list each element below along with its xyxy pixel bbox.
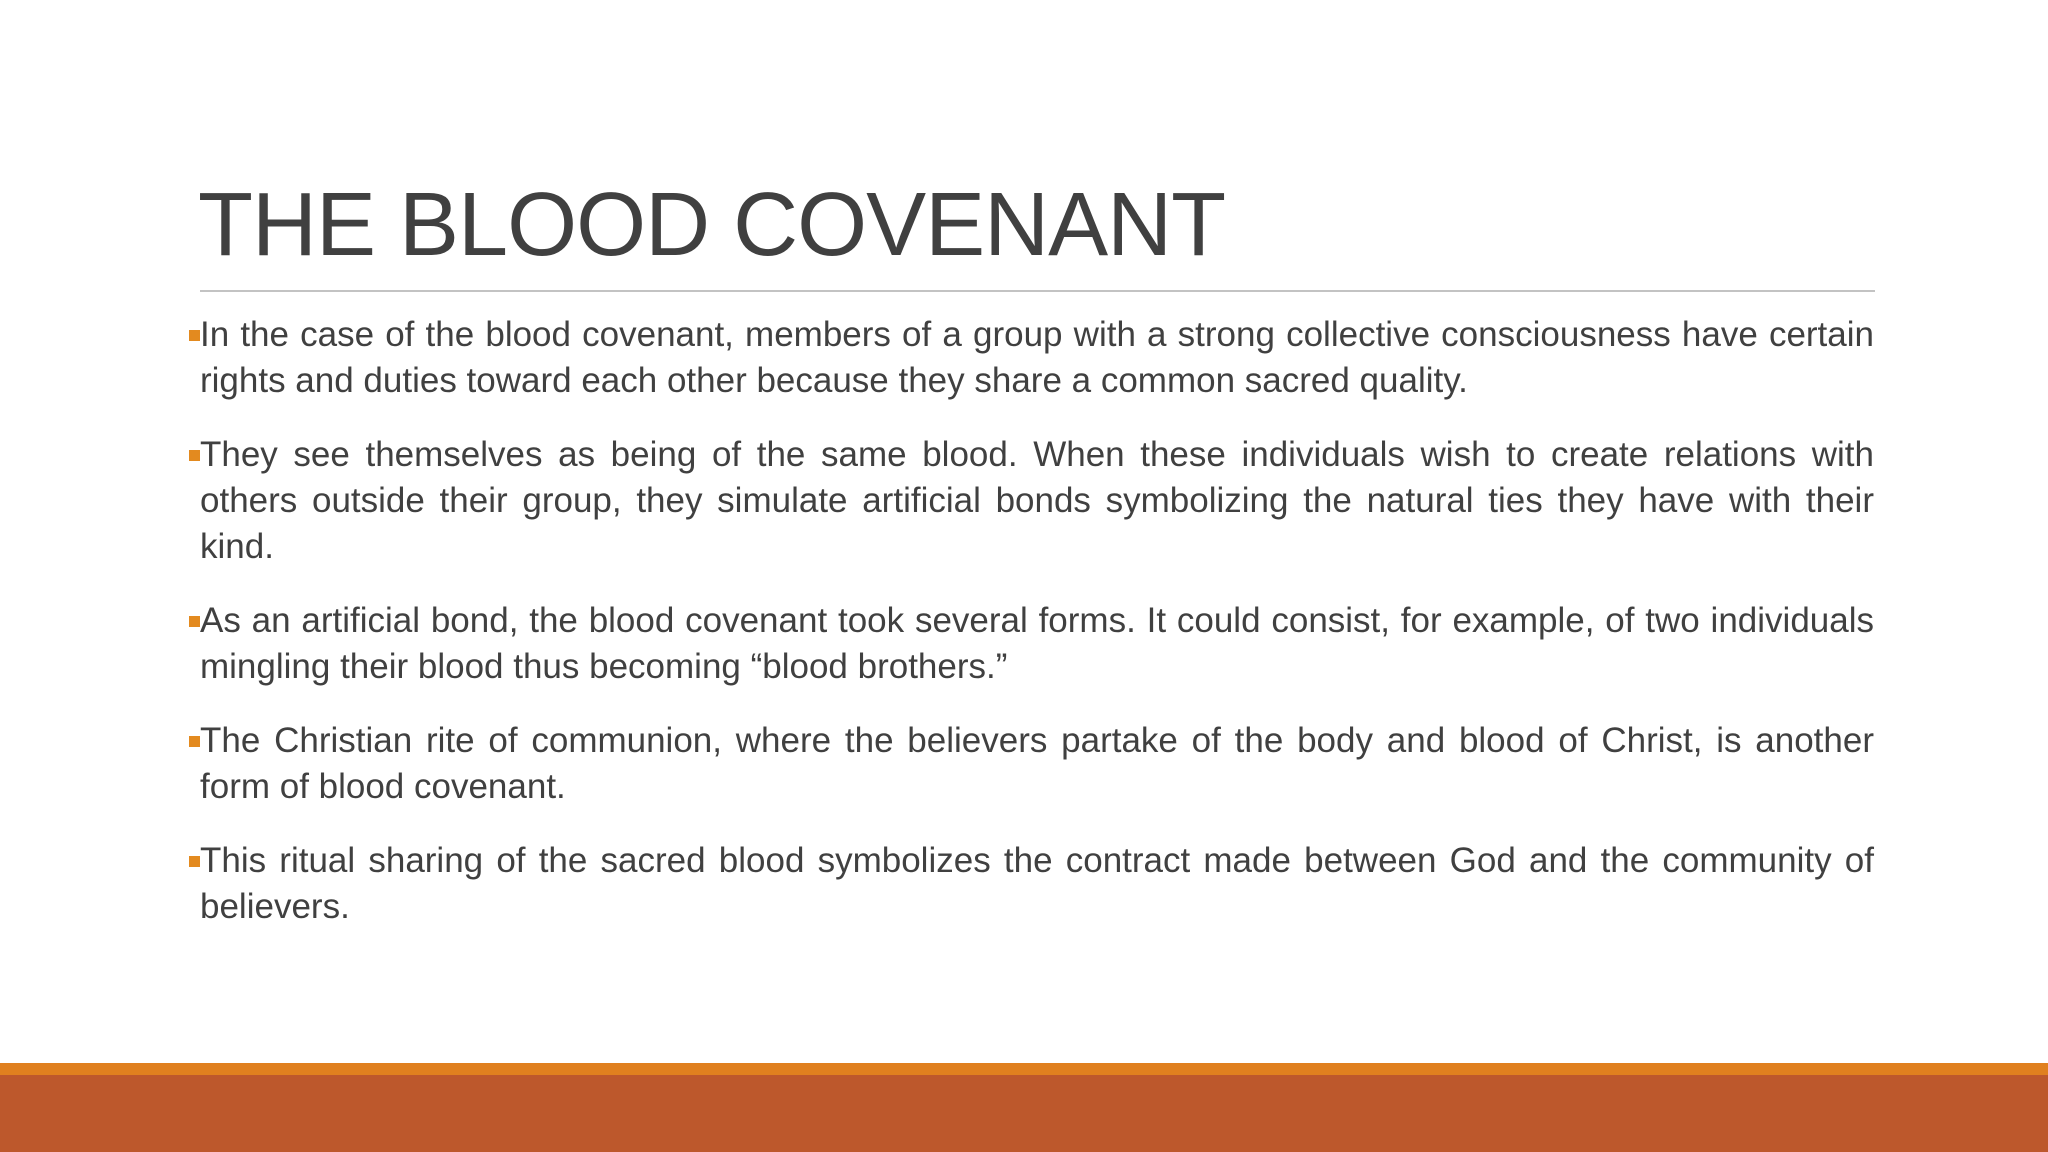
bullet-item xyxy=(186,598,1874,690)
bullet-text: This ritual sharing of the sacred blood symbolizes the contract made between God and the community of believers. xyxy=(200,841,1874,926)
bullet-item xyxy=(186,718,1874,810)
square-bullet-icon xyxy=(189,450,200,461)
title-divider xyxy=(200,290,1875,292)
square-bullet-icon xyxy=(189,856,200,867)
footer-band xyxy=(0,1075,2048,1152)
bullet-item xyxy=(186,838,1874,930)
footer-accent-stripe xyxy=(0,1063,2048,1075)
bullet-item xyxy=(186,312,1874,404)
bullet-list xyxy=(186,312,1874,958)
bullet-text: They see themselves as being of the same blood. When these individuals wish to create relations with others outside their group, they simulate artificial bonds symbolizing the natural ties they have with their kind. xyxy=(200,435,1874,566)
square-bullet-icon xyxy=(189,736,200,747)
square-bullet-icon xyxy=(189,330,200,341)
bullet-item xyxy=(186,432,1874,570)
bullet-text: As an artificial bond, the blood covenant took several forms. It could consist, for example, of two individuals mingling their blood thus becoming “blood brothers.” xyxy=(200,601,1874,686)
bullet-text: The Christian rite of communion, where the believers partake of the body and blood of Christ, is another form of blood covenant. xyxy=(200,721,1874,806)
square-bullet-icon xyxy=(189,616,200,627)
bullet-text: In the case of the blood covenant, members of a group with a strong collective consciousness have certain rights and duties toward each other because they share a common sacred quality. xyxy=(200,315,1874,400)
slide-title: THE BLOOD COVENANT xyxy=(198,175,1226,275)
